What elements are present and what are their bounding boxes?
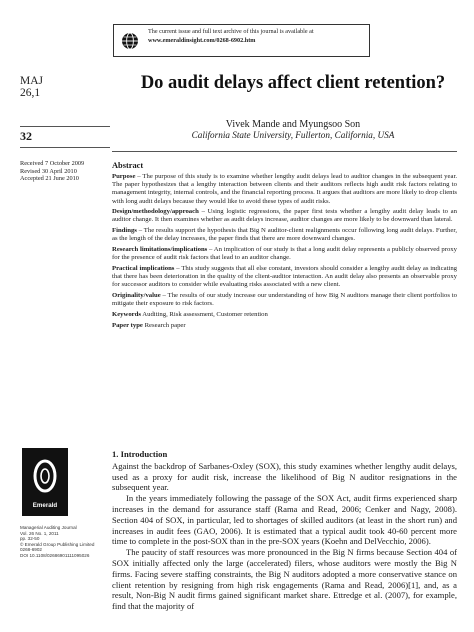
journal-abbreviation: MAJ [20, 75, 44, 87]
abstract-text: – This study suggests that all else constant, investors should consider a lengthy audit delay as indicating that there has been deterioration in the quality of the client-auditor interaction. An audit delay also presents an observable proxy for successor auditors to consider while evaluating risks associated with a new client. [112, 264, 458, 288]
paper-type-label: Paper type [112, 322, 143, 330]
section-heading: 1. Introduction [112, 449, 168, 459]
abstract-limitations [112, 246, 457, 262]
abstract-heading: Abstract [112, 161, 144, 170]
date-accepted: Accepted 21 June 2010 [20, 175, 79, 183]
body-paragraph: In the years immediately following the passage of the SOX Act, audit firms experienced sharp increases in the demand for assurance staff (Rama and Read, 2006; Cenker and Nagy, 2008). Section 404 of SOX, in particular, led to shortages of skilled auditors (at least in the short run) and increases in audit fees (GAO, 2006). It is estimated that a typical audit took 40-60 percent more time to complete in the post-SOX than in the pre-SOX years (Koehn and DelVecchio, 2006). [112, 493, 457, 547]
journal-info-line: Vol. 26 No. 1, 2011 [20, 530, 59, 536]
abstract-text: – The results of our study increase our understanding of how Big N auditors manage their client portfolios to mitigate their exposure to risk factors. [112, 291, 457, 307]
banner-text [148, 27, 364, 45]
paper-title: Do audit delays affect client retention? [140, 73, 446, 93]
abstract-practical [112, 265, 457, 290]
abstract-purpose [112, 173, 457, 206]
date-received: Received 7 October 2009 [20, 160, 85, 167]
paper-authors: Vivek Mande and Myungsoo Son [225, 119, 361, 130]
paper-type-text: Research paper [142, 322, 186, 330]
margin-rule-bottom [20, 147, 110, 148]
keywords-label: Keywords [112, 311, 141, 318]
abstract-text: – An implication of our study is that a long audit delay represents a publicly observed proxy for the presence of audit risk factors that lead to an auditor change. [112, 245, 457, 261]
body-paragraph: The paucity of staff resources was more pronounced in the Big N firms because Section 404 of SOX initially affected only the large (accelerated) filers, whose auditors were mostly the Big N firms. Facing severe staffing constraints, the Big N auditors adopted a more conservative stance on client retention by resigning from high risk engagements (Rama and Read, 2006)[1], and, as a result, Non-Big N audit firms gained significant market share. Ettredge et al. (2007), for example, find that the majority of [112, 547, 457, 612]
abstract-label: Purpose [112, 173, 136, 180]
journal-info-line: pp. 32-50 [20, 536, 40, 542]
journal-info-line: 0268-6902 [20, 547, 42, 553]
journal-info-line: Managerial Auditing Journal [20, 525, 77, 530]
abstract-originality [112, 292, 457, 308]
page-number: 32 [20, 129, 32, 143]
journal-info [20, 525, 110, 559]
abstract [112, 161, 457, 333]
paper-type [112, 322, 457, 330]
abstract-text: – The purpose of this study is to examine whether lengthy audit delays lead to auditor changes in the subsequent year. The paper hypothesizes that a lengthy interaction between clients and their auditors reflects high audit risk factors relating to management integrity, internal controls, and the financial reporting process. It argues that auditors are more likely to drop clients with long audit delays because they would like to avoid these types of audit risks. [112, 173, 457, 205]
body-text [112, 449, 457, 612]
abstract-findings [112, 227, 457, 243]
date-revised: Revised 30 April 2010 [20, 167, 77, 175]
emerald-logo-icon [30, 456, 60, 496]
banner-availability-line: The current issue and full text archive of this journal is available at [148, 28, 314, 35]
abstract-text: – Using logistic regressions, the paper first tests whether a lengthy audit delay leads to an auditor change. It then examines whether as audit delays increase, auditor changes are more likely to be downward than lateral. [112, 208, 457, 224]
submission-dates [20, 160, 112, 183]
abstract-label: Practical implications [112, 264, 175, 272]
keywords [112, 311, 457, 319]
abstract-label: Findings [112, 227, 137, 234]
abstract-label: Design/methodology/approach [112, 208, 199, 216]
emerald-logo-text: Emerald [32, 502, 58, 509]
body-paragraph: Against the backdrop of Sarbanes-Oxley (SOX), this study examines whether lengthy audit delays, used as a proxy for audit risk, increase the likelihood of Big N auditor resignations in the subsequent year. [112, 460, 457, 493]
journal-info-line: DOI 10.1108/02686901111095026 [20, 552, 90, 558]
journal-code [20, 75, 43, 99]
abstract-label: Research limitations/implications [112, 245, 208, 253]
abstract-label: Originality/value [112, 291, 161, 299]
margin-rule-top [20, 126, 110, 127]
journal-info-line: © Emerald Group Publishing Limited [20, 541, 95, 547]
journal-volume: 26,1 [20, 87, 41, 99]
banner-url-link[interactable]: www.emeraldinsight.com/0268-6902.htm [148, 37, 256, 44]
title-divider [112, 151, 457, 152]
keywords-text: Auditing, Risk assessment, Customer retention [140, 311, 268, 318]
author-affiliation: California State University, Fullerton, California, USA [191, 130, 395, 140]
globe-icon [121, 32, 139, 50]
abstract-text: – The results support the hypothesis that Big N auditor-client realignments occur following long audit delays. Further, as the length of the delay increases, the paper finds that there are more downward changes. [112, 227, 457, 243]
abstract-design [112, 208, 457, 224]
